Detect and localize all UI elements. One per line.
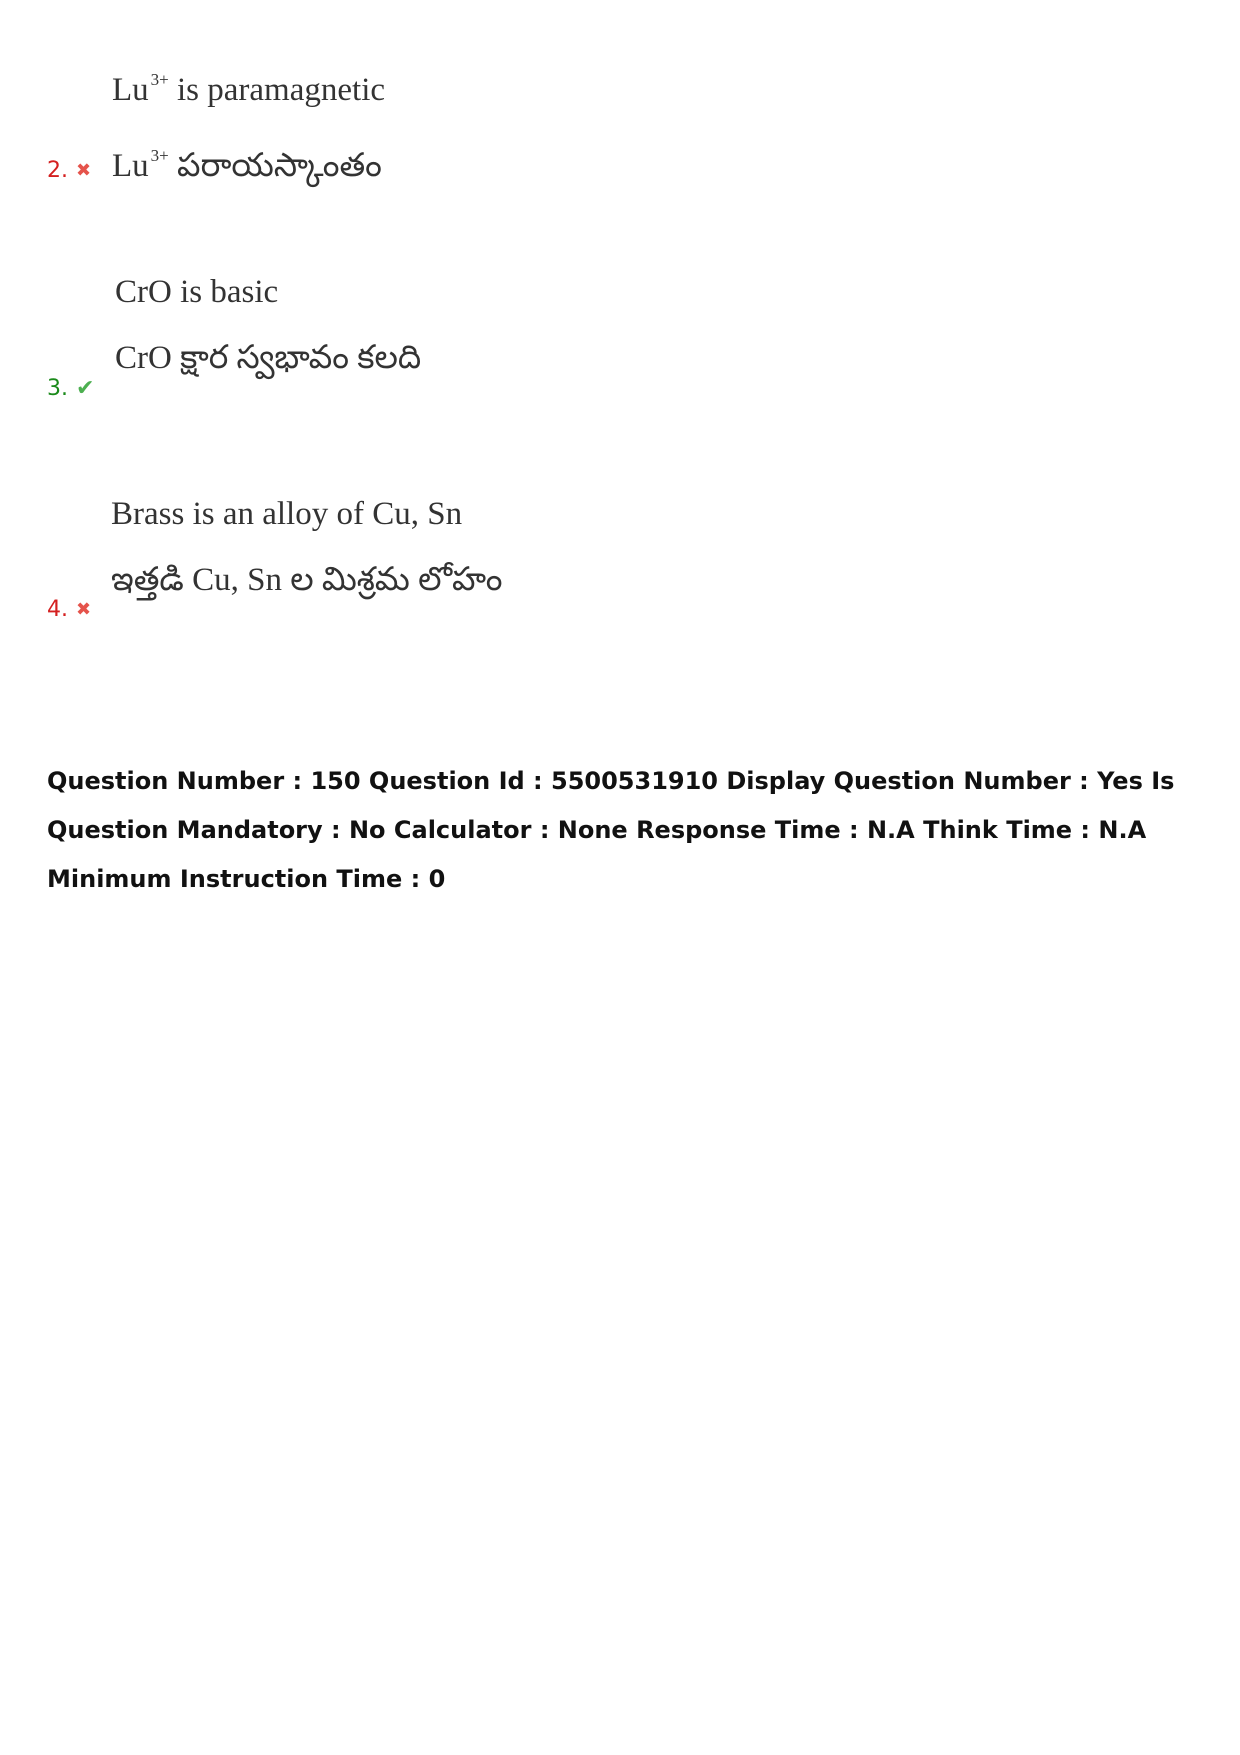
- option-4-number-label: [47, 597, 91, 623]
- option-2-telugu-symbol: Lu: [112, 148, 149, 184]
- question-metadata: Question Number : 150 Question Id : 5500531910 Display Question Number : Yes Is Question Mandatory : No Calculator : None Response Time : N.A Think Time : N.A Minimum Instruction Time : 0: [47, 767, 1175, 893]
- option-2-number-label: [47, 158, 91, 184]
- option-2-telugu-text: పరాయస్కాంతం: [177, 148, 382, 184]
- option-4-english: Brass is an alloy of Cu, Sn: [111, 496, 463, 532]
- option-3-content: [115, 272, 421, 378]
- option-2-english-charge: 3+: [150, 70, 169, 89]
- option-4-telugu: ఇత్తడి Cu, Sn ల మిశ్రమ లోహం: [111, 562, 503, 598]
- option-4-content: [111, 494, 502, 600]
- option-2-english-symbol: Lu: [112, 72, 149, 108]
- option-2-english-text: is paramagnetic: [177, 72, 386, 108]
- option-2-telugu: [112, 136, 385, 186]
- option-2: [0, 50, 1240, 250]
- option-3-english: CrO is basic: [115, 274, 279, 310]
- option-2-english: [112, 60, 385, 110]
- option-2-content: [112, 60, 385, 186]
- option-4-number: 4.: [47, 597, 68, 622]
- cross-icon: ✖: [76, 160, 92, 181]
- option-3-telugu: CrO క్షార స్వభావం కలది: [115, 340, 422, 376]
- cross-icon: ✖: [76, 599, 92, 620]
- option-2-telugu-charge: 3+: [150, 146, 169, 165]
- option-3: [0, 268, 1240, 468]
- check-icon: ✔: [76, 376, 95, 401]
- option-3-number-label: [47, 376, 94, 402]
- option-4: [0, 490, 1240, 690]
- option-3-number: 3.: [47, 376, 68, 401]
- option-2-number: 2.: [47, 158, 68, 183]
